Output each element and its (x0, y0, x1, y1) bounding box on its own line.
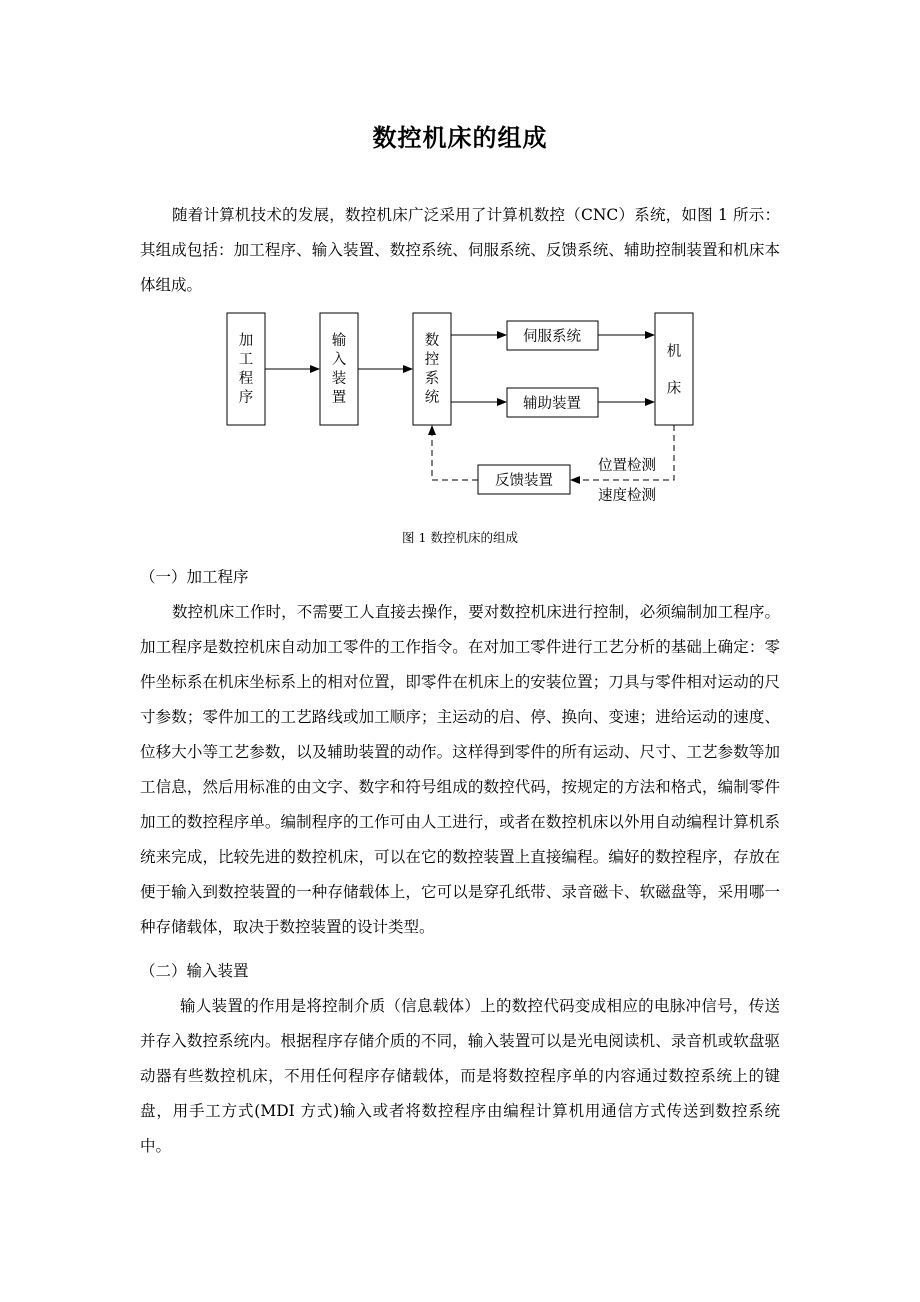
machine-char-0: 机 (666, 344, 682, 360)
program-char-1: 工 (238, 352, 254, 368)
program-char-0: 加 (238, 333, 254, 349)
section2-body: 输人装置的作用是将控制介质（信息载体）上的数控代码变成相应的电脉冲信号，传送并存入数控系统内。根据程序存储介质的不同，输入装置可以是光电阅读机、录音机或软盘驱动器有些数控机床，不用任何程序存储载体，而是将数控程序单的内容通过数控系统上的键盘，用手工方式(MDI 方式)输入或者将数控程序由编程计算机用通信方式传送到数控系统中。 (140, 997, 780, 1155)
machine-tool-box (655, 313, 693, 425)
section1-body: 数控机床工作时，不需要工人直接去操作，要对数控机床进行控制，必须编制加工程序。加工程序是数控机床自动加工零件的工作指令。在对加工零件进行工艺分析的基础上确定：零件坐标系在机床坐标系上的相对位置，即零件在机床上的安装位置；刀具与零件相对运动的尺寸参数；零件加工的工艺路线或加工顺序；主运动的启、停、换向、变速；进给运动的速度、位移大小等工艺参数，以及辅助装置的动作。这样得到零件的所有运动、尺寸、工艺参数等加工信息，然后用标准的由文字、数字和符号组成的数控代码，按规定的方法和格式，编制零件加工的数控程序单。编制程序的工作可由人工进行，或者在数控机床以外用自动编程计算机系统来完成，比较先进的数控机床，可以在它的数控装置上直接编程。编好的数控程序，存放在便于输入到数控装置的一种存储载体上，它可以是穿孔纸带、录音磁卡、软磁盘等，采用哪一种存储载体，取决于数控装置的设计类型。 (140, 603, 780, 936)
cnc-system-box (413, 313, 451, 425)
input-char-2: 装 (331, 371, 347, 387)
cnc-char-2: 系 (424, 371, 440, 387)
speed-detection-label: 速度检测 (598, 488, 656, 504)
input-device-box (320, 313, 358, 425)
program-box (227, 313, 265, 425)
cnc-char-0: 数 (424, 333, 440, 349)
feedback-line-feedback-to-cnc (432, 426, 478, 480)
section1-heading: （一）加工程序 (140, 568, 249, 586)
section2-heading: （二）输入装置 (140, 962, 249, 980)
intro-paragraph: 随着计算机技术的发展，数控机床广泛采用了计算机数控（CNC）系统，如图 1 所示：其组成包括：加工程序、输入装置、数控系统、伺服系统、反馈系统、辅助控制装置和机床本体组成。 (140, 206, 780, 294)
program-char-3: 序 (238, 390, 254, 406)
input-char-0: 输 (331, 333, 347, 349)
input-char-3: 置 (331, 390, 347, 406)
cnc-char-1: 控 (424, 352, 440, 368)
program-char-2: 程 (238, 371, 254, 387)
aux-device-label: 辅助装置 (523, 396, 581, 412)
servo-system-label: 伺服系统 (523, 329, 581, 345)
cnc-char-3: 统 (424, 390, 440, 406)
figure-caption: 图 1 数控机床的组成 (402, 530, 518, 545)
feedback-device-label: 反馈装置 (495, 473, 553, 489)
machine-char-1: 床 (666, 381, 682, 397)
page-title: 数控机床的组成 (372, 123, 548, 152)
position-detection-label: 位置检测 (598, 458, 656, 474)
cnc-composition-diagram (0, 0, 920, 560)
input-char-1: 入 (331, 352, 347, 368)
